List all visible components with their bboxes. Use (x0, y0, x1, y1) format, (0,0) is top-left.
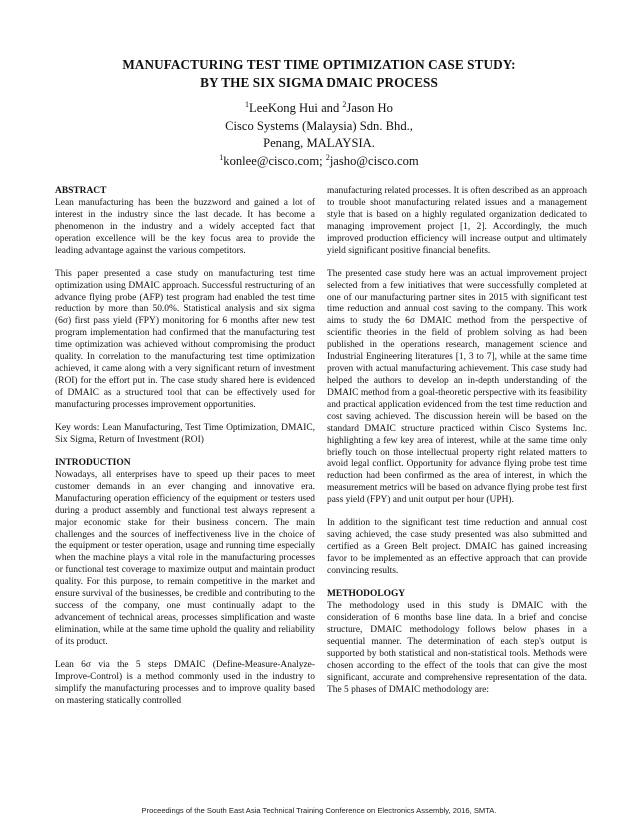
author-emails (60, 153, 578, 171)
author-2-marker: 2 (342, 100, 347, 109)
author-1-marker: 1 (245, 100, 250, 109)
methodology-paragraph-1: The methodology used in this study is DMAIC with the consideration of 6 months base line data. In a brief and concise structure, DMAIC methodology follows below phases in a sequential manner. The determination of each step's output is supported by both statistical and non-statistical tools. Methods were chosen according to the effect of the tools that can give the most significant, accurate and comprehensive representation of the data. The 5 phases of DMAIC methodology are: (327, 601, 587, 695)
email-2-marker: 2 (325, 152, 330, 162)
email-1: konlee@cisco.com; (223, 153, 326, 168)
keywords: Key words: Lean Manufacturing, Test Time Optimization, DMAIC, Six Sigma, Return of Investment (ROI) (55, 422, 315, 445)
introduction-paragraph-1: Nowadays, all enterprises have to speed up their paces to meet customer demands in an ever changing and innovative era. Manufacturing operation efficiency of the equipment or testers used during a product assembly and functional test always represent a major economic stake for their business concern. The main challenges and the sources of ineffectiveness live in the choice of the equipment or tester operation, usage and running time especially when the machine plays a vital role in the manufacturing processes or functional test coverage to maximize output and maintain product quality. For this purpose, to remain competitive in the market and ensure survival of the businesses, be credible and contributing to the success of the company, one must continually adapt to the advancement of technical areas, processes simplification and waste elimination, while at the same time uphold the quality and reliability of its product. (55, 469, 315, 647)
author-block (60, 100, 578, 170)
introduction-paragraph-3: manufacturing related processes. It is often described as an approach to trouble shoot manufacturing related issues and a management style that is based on a highly regulated organization dedicated to managing improvement project [1, 2]. Accordingly, the much improved production efficiency will increase output and ultimately yield significant positive financial benefits. (327, 186, 587, 256)
title-line-2: BY THE SIX SIGMA DMAIC PROCESS (200, 75, 438, 90)
introduction-paragraph-5: In addition to the significant test time reduction and annual cost saving achieved, the case study presented was also submitted and certified as a Green Belt project. DMAIC has gained increasing favor to be implemented as an effective approach that can provide convincing results. (327, 518, 587, 577)
methodology-heading: METHODOLOGY (327, 589, 406, 600)
author-location: Penang, MALAYSIA. (263, 136, 375, 150)
author-2-name: Jason Ho (346, 101, 393, 115)
page-footer: Proceedings of the South East Asia Technical Training Conference on Electronics Assembly, 2016, SMTA. (141, 806, 497, 815)
email-1-marker: 1 (219, 152, 224, 162)
introduction-heading: INTRODUCTION (55, 458, 131, 468)
email-2: jasho@cisco.com (329, 153, 419, 168)
author-affiliation: Cisco Systems (Malaysia) Sdn. Bhd., (225, 118, 413, 133)
left-column (55, 186, 315, 719)
right-column (327, 186, 587, 708)
title-line-1: MANUFACTURING TEST TIME OPTIMIZATION CASE STUDY: (122, 57, 516, 72)
introduction-paragraph-2: Lean 6σ via the 5 steps DMAIC (Define-Measure-Analyze-Improve-Control) is a method commonly used in the industry to simplify the manufacturing processes and to improve quality based on mastering statically controlled (55, 659, 315, 706)
introduction-paragraph-4: The presented case study here was an actual improvement project selected from a few initiatives that were successfully completed at one of our manufacturing partner sites in 2015 with significant test time reduction and annual cost saving to the company. This work aims to study the 6σ DMAIC method from the perspective of scientific theories in the field of problem solving as had been published in the operations research, management science and Industrial Engineering literatures [1, 3 to 7], while at the same time proven with actual manufacturing achievement. This case study had helped the authors to develop an in-depth understanding of the DMAIC method from a goal-theoretic perspective with its feasibility and practical application evidenced from the test time reduction and cost saving achieved. The discussion herein will be based on the standard DMAIC structure practiced within Cisco Systems Inc. highlighting a few key area of interest, while at the same time only briefly touch on those intellectual property right related matters to avoid legal conflict. Opportunity for advance flying probe test time reduction had been confirmed as the area of interest, in which the measurement metrics will be based on advance flying probe test first pass yield (FPY) and unit output per hour (UPH). (327, 268, 587, 506)
author-names (60, 100, 578, 118)
abstract-heading: ABSTRACT (55, 186, 107, 196)
author-1-name: LeeKong Hui and (249, 101, 343, 115)
paper-title (40, 56, 598, 92)
abstract-paragraph-2: This paper presented a case study on manufacturing test time optimization using DMAIC approach. Successful restructuring of an advance flying probe (AFP) test program had enabled the test time reduction by more than 50.0%. Statistical analysis and six sigma (6σ) first pass yield (FPY) monitoring for 6 months after new test program implementation had confirmed that the manufacturing test time optimization was achieved without compromising the product quality. In correlation to the manufacturing test time optimization achieved, it came along with a very significant return of investment (ROI) for the effort put in. The case study shared here is evidenced of DMAIC as a structured tool that can be effectively used for manufacturing processes improvement opportunities. (55, 268, 315, 410)
abstract-paragraph-1: Lean manufacturing has been the buzzword and gained a lot of interest in the industry since the last decade. It has become a phenomenon in the industry and a widely accepted fact that operation excellence will be the key focus area to provide the leading advantage against the various competitors. (55, 197, 315, 256)
